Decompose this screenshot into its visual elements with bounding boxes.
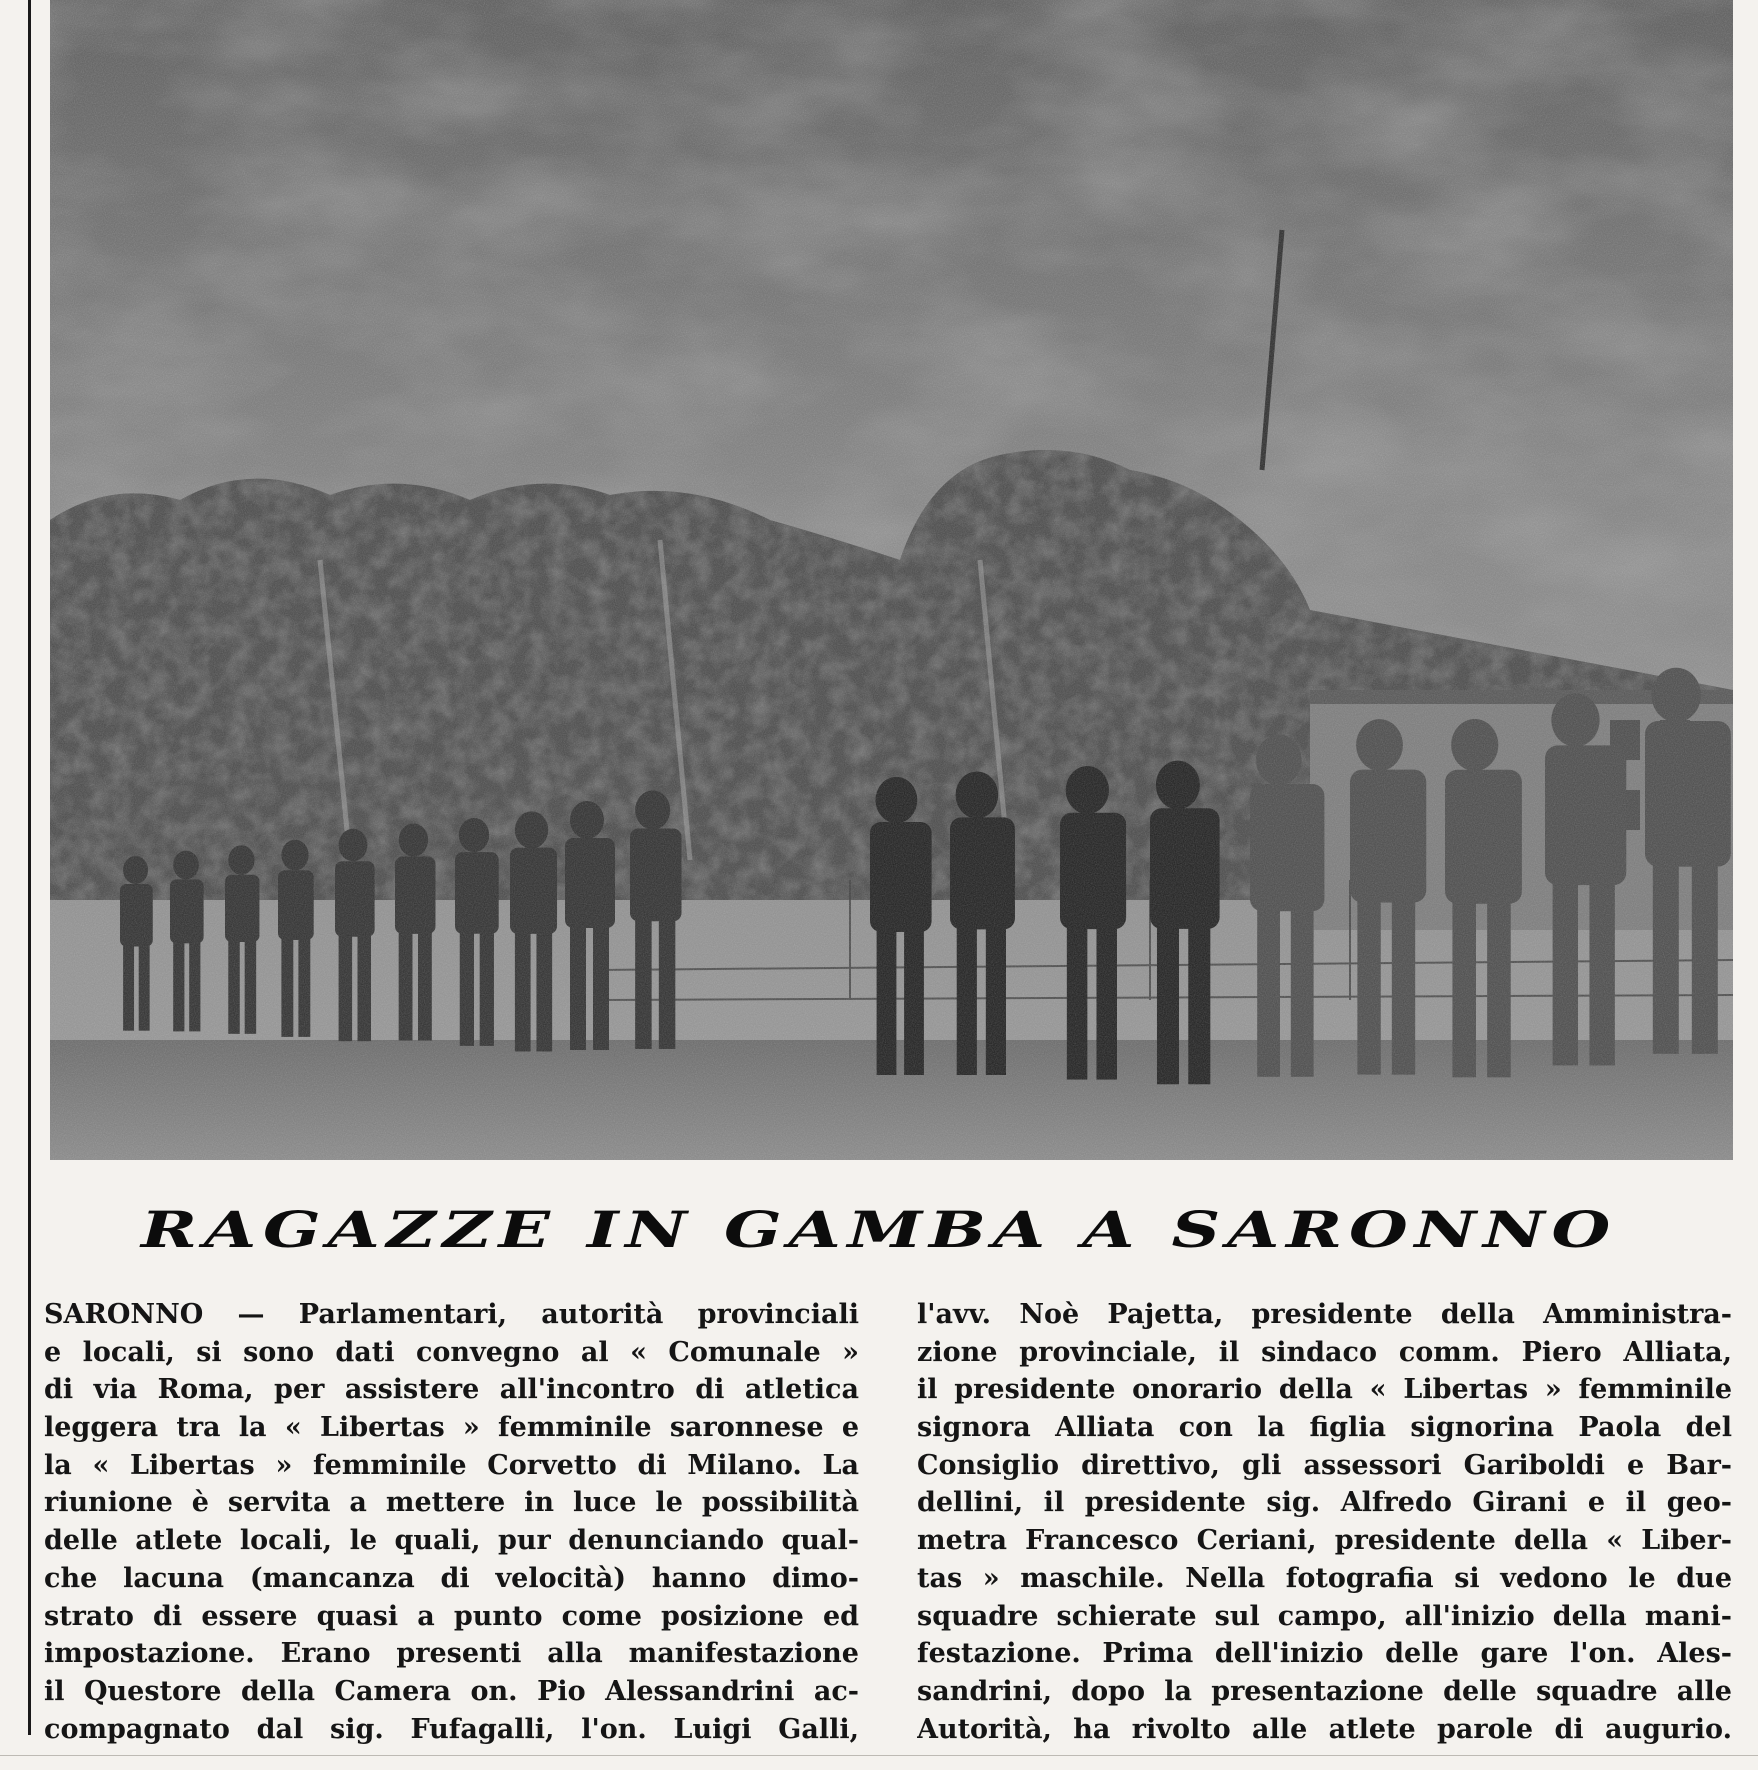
bottom-rule (0, 1755, 1758, 1756)
newspaper-photo-icon (50, 0, 1733, 1160)
text-line: compagnato dal sig. Fufagalli, l'on. Luigi Galli, (44, 1713, 859, 1745)
article-photo (50, 0, 1733, 1160)
text-line: il presidente onorario della « Libertas » femminile (917, 1374, 1732, 1406)
text-line: metra Francesco Ceriani, presidente della « Liber- (917, 1525, 1732, 1557)
text-line: SARONNO — Parlamentari, autorità provinciali (44, 1299, 859, 1330)
text-line: signora Alliata con la figlia signorina Paola del (917, 1412, 1732, 1444)
text-line: tas » maschile. Nella fotografia si vedono le due (917, 1562, 1732, 1594)
text-line: l'avv. Noè Pajetta, presidente della Amministra- (917, 1299, 1732, 1330)
text-line: dellini, il presidente sig. Alfredo Girani e il geo- (917, 1487, 1732, 1519)
text-line: sandrini, dopo la presentazione delle squadre alle (917, 1675, 1732, 1707)
text-line: riunione è servita a mettere in luce le possibilità (44, 1487, 859, 1519)
text-line: il Questore della Camera on. Pio Alessandrini ac- (44, 1675, 859, 1707)
text-line: zione provinciale, il sindaco comm. Piero Alliata, (917, 1336, 1732, 1368)
headline: RAGAZZE IN GAMBA A SARONNO (140, 1200, 1618, 1259)
text-line: squadre schierate sul campo, all'inizio della mani- (917, 1600, 1732, 1632)
text-line: delle atlete locali, le quali, pur denunciando qual- (44, 1525, 859, 1557)
text-line: festazione. Prima dell'inizio delle gare l'on. Ales- (917, 1638, 1732, 1670)
text-line: la « Libertas » femminile Corvetto di Milano. La (44, 1449, 859, 1481)
text-line: leggera tra la « Libertas » femminile saronnese e (44, 1412, 859, 1444)
text-line: Autorità, ha rivolto alle atlete parole di augurio. (917, 1713, 1732, 1745)
text-line: impostazione. Erano presenti alla manifestazione (44, 1638, 859, 1670)
article-column-right (917, 1296, 1732, 1748)
text-line: strato di essere quasi a punto come posizione ed (44, 1600, 859, 1632)
article-column-left (44, 1296, 859, 1748)
text-line: che lacuna (mancanza di velocità) hanno dimo- (44, 1562, 859, 1594)
text-line: di via Roma, per assistere all'incontro di atletica (44, 1374, 859, 1406)
page-edge-line (28, 0, 31, 1735)
text-line: e locali, si sono dati convegno al « Comunale » (44, 1336, 859, 1368)
text-line: Consiglio direttivo, gli assessori Gariboldi e Bar- (917, 1449, 1732, 1481)
